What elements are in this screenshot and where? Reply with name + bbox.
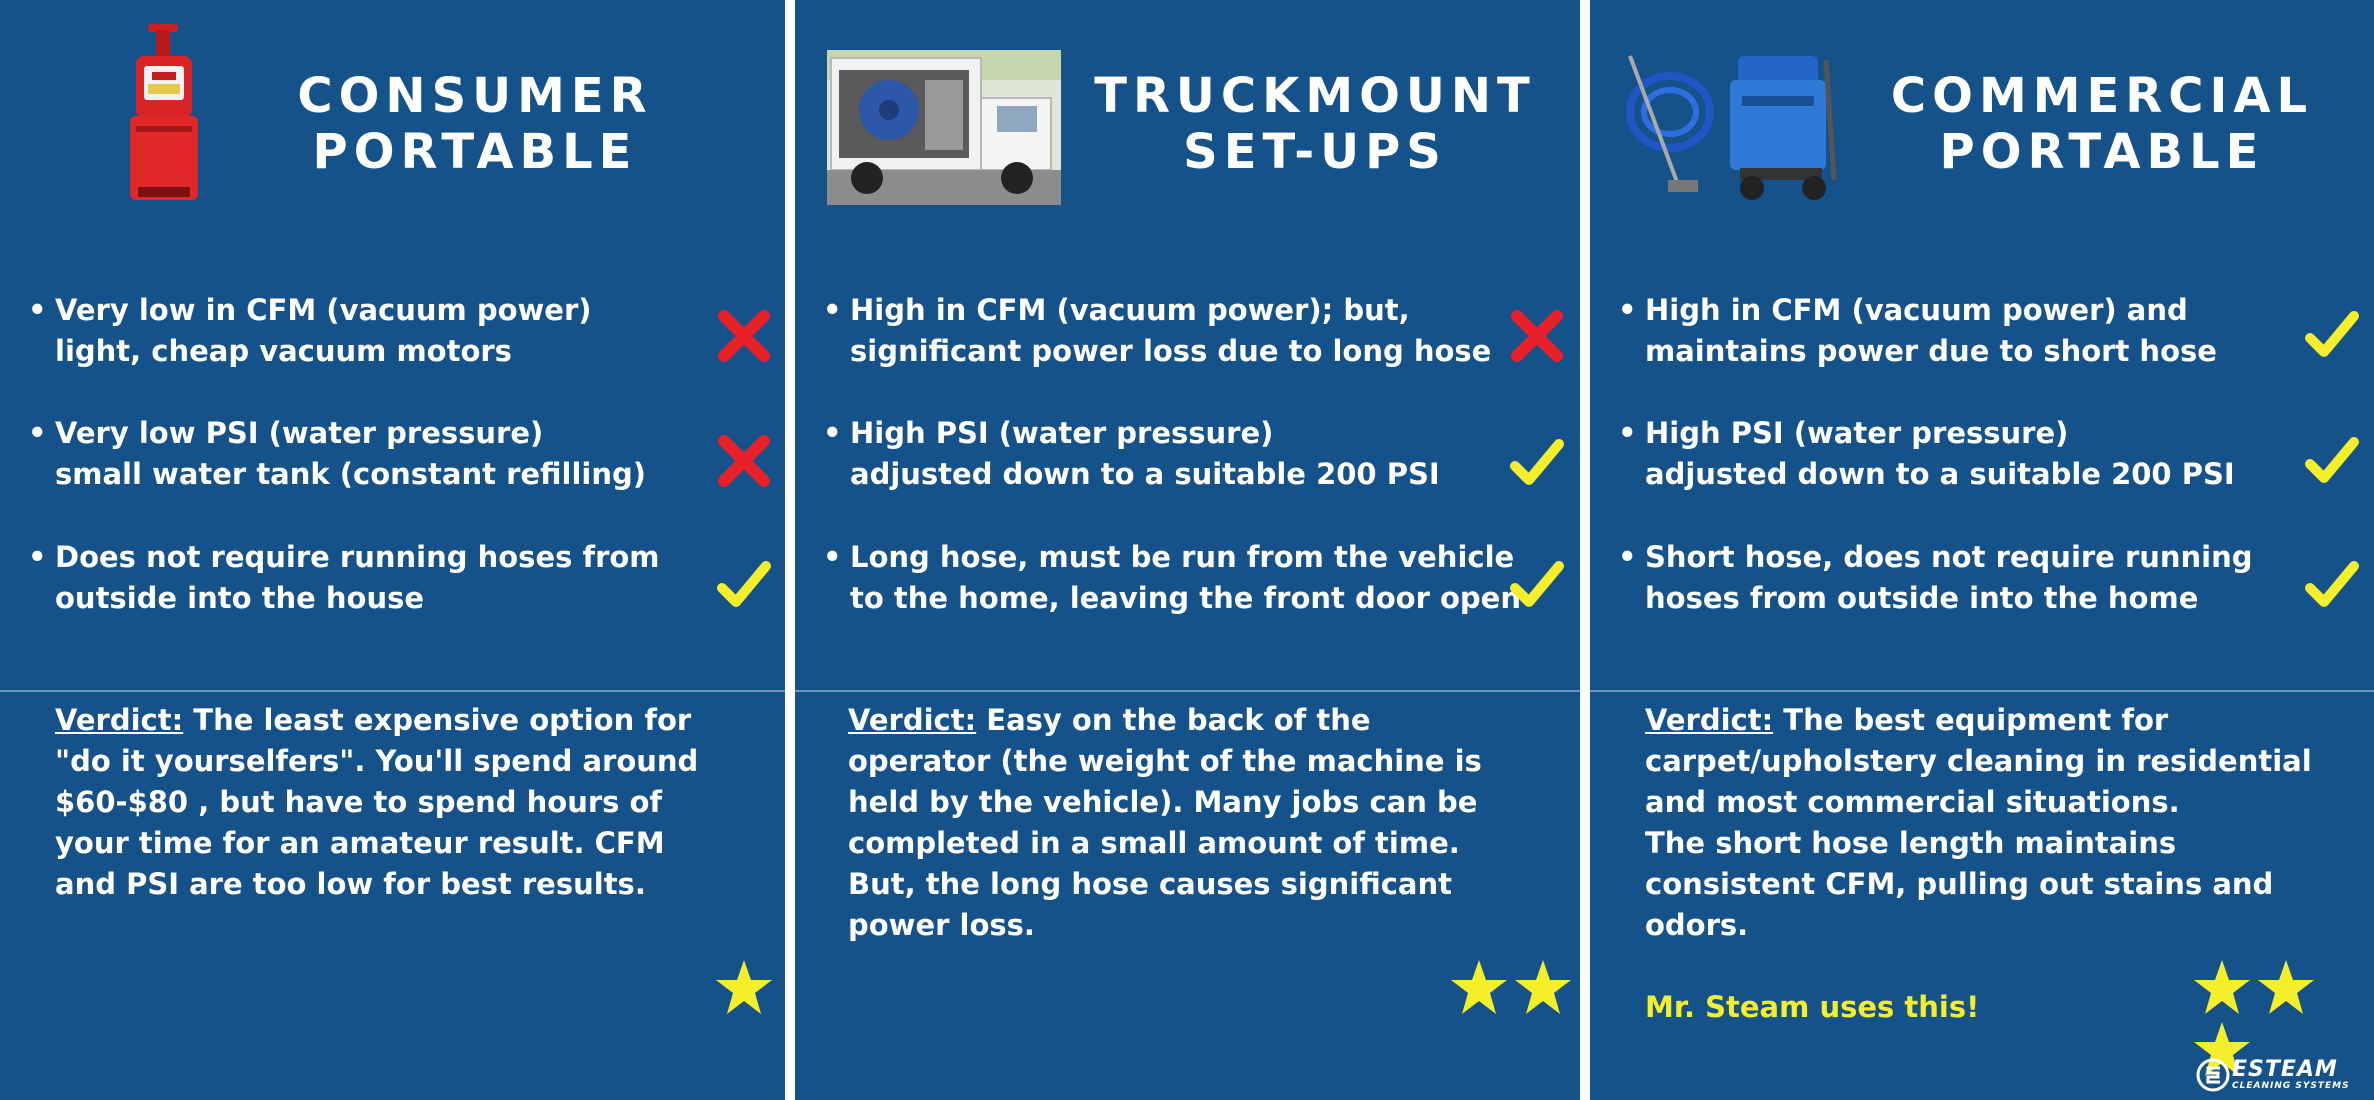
star-icon xyxy=(2256,958,2316,1016)
verdict-label: Verdict: xyxy=(848,703,977,737)
panel-title-line2: PORTABLE xyxy=(1939,124,2265,180)
bullet-text: Very low PSI (water pressure) small water tank (constant refilling) xyxy=(55,416,647,491)
bullet-dot: • xyxy=(823,293,842,327)
divider xyxy=(795,690,1580,692)
bullet-text: Very low in CFM (vacuum power) light, cheap vacuum motors xyxy=(55,293,592,368)
panel-title xyxy=(225,68,725,180)
bullet-text: Short hose, does not require running hoses from outside into the home xyxy=(1645,540,2253,615)
divider xyxy=(1590,690,2374,692)
divider xyxy=(0,690,785,692)
commercial-extractor-image xyxy=(1620,50,1860,205)
logo-name: ESTEAM xyxy=(2232,1057,2338,1082)
bullet-text: High PSI (water pressure) adjusted down to a suitable 200 PSI xyxy=(1645,416,2235,491)
check-icon xyxy=(1509,436,1565,488)
star-rating xyxy=(710,958,774,1020)
bullet-dot: • xyxy=(28,293,47,327)
cross-icon xyxy=(716,310,772,362)
cross-icon xyxy=(1509,310,1565,362)
star-icon xyxy=(2192,958,2252,1016)
consumer-carpet-cleaner-image xyxy=(118,22,208,202)
logo-subtitle: CLEANING SYSTEMS xyxy=(2232,1081,2350,1091)
star-rating xyxy=(1445,958,1573,1020)
truckmount-panel xyxy=(795,0,1580,1100)
esteam-logo xyxy=(2196,1056,2366,1094)
check-icon xyxy=(2304,558,2360,610)
check-icon xyxy=(1509,558,1565,610)
consumer-portable-panel xyxy=(0,0,785,1100)
bullet-dot: • xyxy=(1618,293,1637,327)
verdict-text: Verdict: The least expensive option for "do it yourselfers". You'll spend around $60-$80 , but have to spend hours of your time for an amateur result. CFM and PSI are too low for best results. xyxy=(55,703,699,901)
bullet-dot: • xyxy=(823,540,842,574)
panel-title-line1: TRUCKMOUNT xyxy=(1094,68,1536,124)
verdict-label: Verdict: xyxy=(55,703,184,737)
panel-title xyxy=(1852,68,2352,180)
bullet-text: High PSI (water pressure) adjusted down to a suitable 200 PSI xyxy=(850,416,1440,491)
bullet-dot: • xyxy=(28,540,47,574)
truckmount-image xyxy=(827,50,1061,205)
check-icon xyxy=(2304,434,2360,486)
panel-title-line1: CONSUMER xyxy=(297,68,653,124)
bullet-dot: • xyxy=(1618,540,1637,574)
panel-title-line1: COMMERCIAL xyxy=(1890,68,2314,124)
cross-icon xyxy=(716,435,772,487)
bullet-text: Long hose, must be run from the vehicle to the home, leaving the front door open xyxy=(850,540,1521,615)
bullet-text: Does not require running hoses from outside into the house xyxy=(55,540,660,615)
bullet-dot: • xyxy=(823,416,842,450)
verdict-text: Verdict: Easy on the back of the operator (the weight of the machine is held by the vehicle). Many jobs can be completed in a small amount of time. But, the long hose causes significant power loss. xyxy=(848,703,1482,942)
bullet-dot: • xyxy=(28,416,47,450)
bullet-text: High in CFM (vacuum power) and maintains power due to short hose xyxy=(1645,293,2217,368)
bullet-dot: • xyxy=(1618,416,1637,450)
star-icon xyxy=(1513,958,1573,1016)
panel-title-line2: PORTABLE xyxy=(312,124,638,180)
promo-text: Mr. Steam uses this! xyxy=(1645,990,1980,1024)
bullet-text: High in CFM (vacuum power); but, significant power loss due to long hose xyxy=(850,293,1492,368)
commercial-portable-panel xyxy=(1590,0,2374,1100)
esteam-logo-icon xyxy=(2196,1058,2230,1092)
verdict-label: Verdict: xyxy=(1645,703,1774,737)
panel-title-line2: SET-UPS xyxy=(1183,124,1447,180)
star-icon xyxy=(1449,958,1509,1016)
check-icon xyxy=(2304,308,2360,360)
check-icon xyxy=(716,558,772,610)
verdict-text: Verdict: The best equipment for carpet/upholstery cleaning in residential and most commercial situations. The short hose length maintains consistent CFM, pulling out stains and odors. xyxy=(1645,703,2312,942)
panel-title xyxy=(1065,68,1565,180)
star-icon xyxy=(714,958,774,1016)
